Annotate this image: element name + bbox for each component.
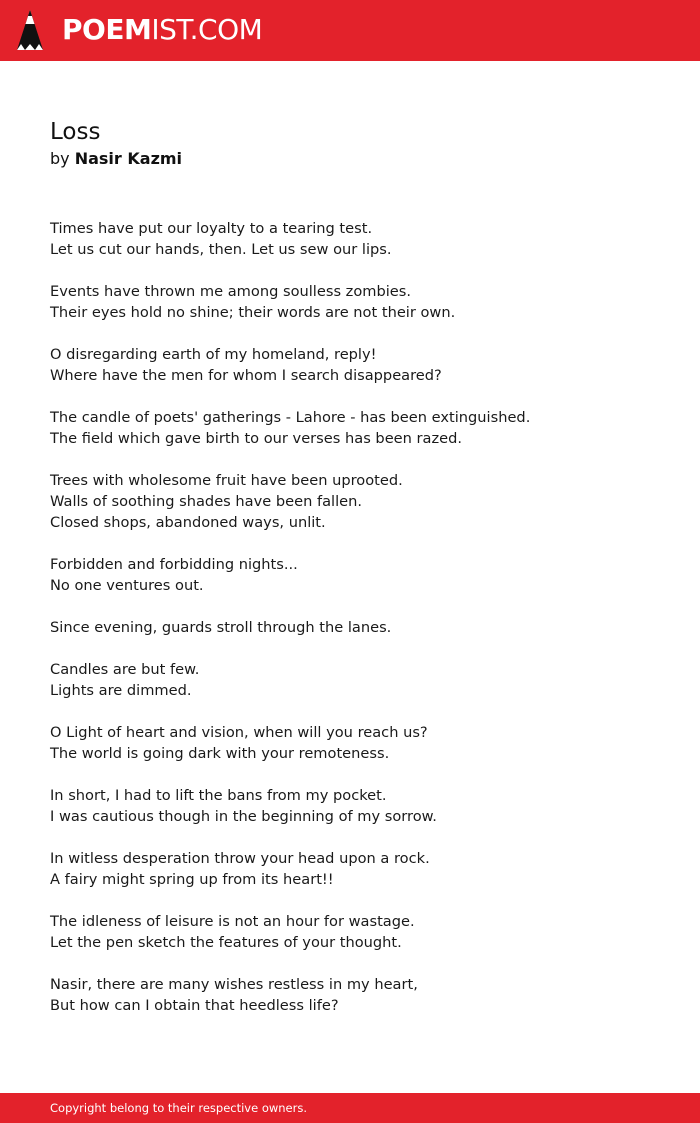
poem-line: A fairy might spring up from its heart!! [50,871,334,888]
poem-line: Trees with wholesome fruit have been uprooted. [50,472,403,489]
site-footer [0,1093,700,1123]
by-label: by [50,149,70,168]
poem-line: Walls of soothing shades have been fallen. [50,493,363,510]
byline [50,148,182,170]
poem-line: No one ventures out. [50,577,204,594]
poem-line: But how can I obtain that heedless life? [50,997,339,1014]
stanza [50,785,670,827]
pencil-icon[interactable] [16,9,44,51]
poem-line: Let the pen sketch the features of your thought. [50,934,402,951]
poem-line: Lights are dimmed. [50,682,192,699]
poem-line: Let us cut our hands, then. Let us sew our lips. [50,241,392,258]
poem-line: The field which gave birth to our verses has been razed. [50,430,463,447]
poem-line: In short, I had to lift the bans from my pocket. [50,787,387,804]
stanza [50,281,670,323]
brand-light: IST.COM [151,13,263,46]
poem-line: Times have put our loyalty to a tearing test. [50,220,373,237]
stanza [50,617,670,638]
poem-line: O disregarding earth of my homeland, reply! [50,346,377,363]
stanza [50,974,670,1016]
stanza [50,407,670,449]
author-name: Nasir Kazmi [74,149,183,168]
poem-line: The world is going dark with your remoteness. [50,745,390,762]
stanza [50,554,670,596]
site-logo-text[interactable] [62,12,262,48]
poem-line: O Light of heart and vision, when will you reach us? [50,724,428,741]
stanza [50,218,670,260]
site-header [0,0,700,61]
poem-line: The candle of poets' gatherings - Lahore - has been extinguished. [50,409,531,426]
poem-line: I was cautious though in the beginning of my sorrow. [50,808,437,825]
poem-line: Events have thrown me among soulless zombies. [50,283,412,300]
poem-line: Their eyes hold no shine; their words are not their own. [50,304,456,321]
stanza [50,722,670,764]
poem-body [50,218,670,1037]
copyright-text: Copyright belong to their respective owners. [50,1101,308,1115]
poem-title: Loss [50,119,101,145]
stanza [50,470,670,533]
poem-line: Nasir, there are many wishes restless in my heart, [50,976,418,993]
brand-bold: POEM [62,13,152,46]
poem-line: Where have the men for whom I search disappeared? [50,367,442,384]
poem-line: In witless desperation throw your head upon a rock. [50,850,430,867]
stanza [50,659,670,701]
poem-line: Closed shops, abandoned ways, unlit. [50,514,326,531]
poem-line: Forbidden and forbidding nights... [50,556,298,573]
poem-line: Since evening, guards stroll through the lanes. [50,619,392,636]
stanza [50,344,670,386]
poem-line: Candles are but few. [50,661,200,678]
stanza [50,911,670,953]
poem-line: The idleness of leisure is not an hour for wastage. [50,913,415,930]
stanza [50,848,670,890]
